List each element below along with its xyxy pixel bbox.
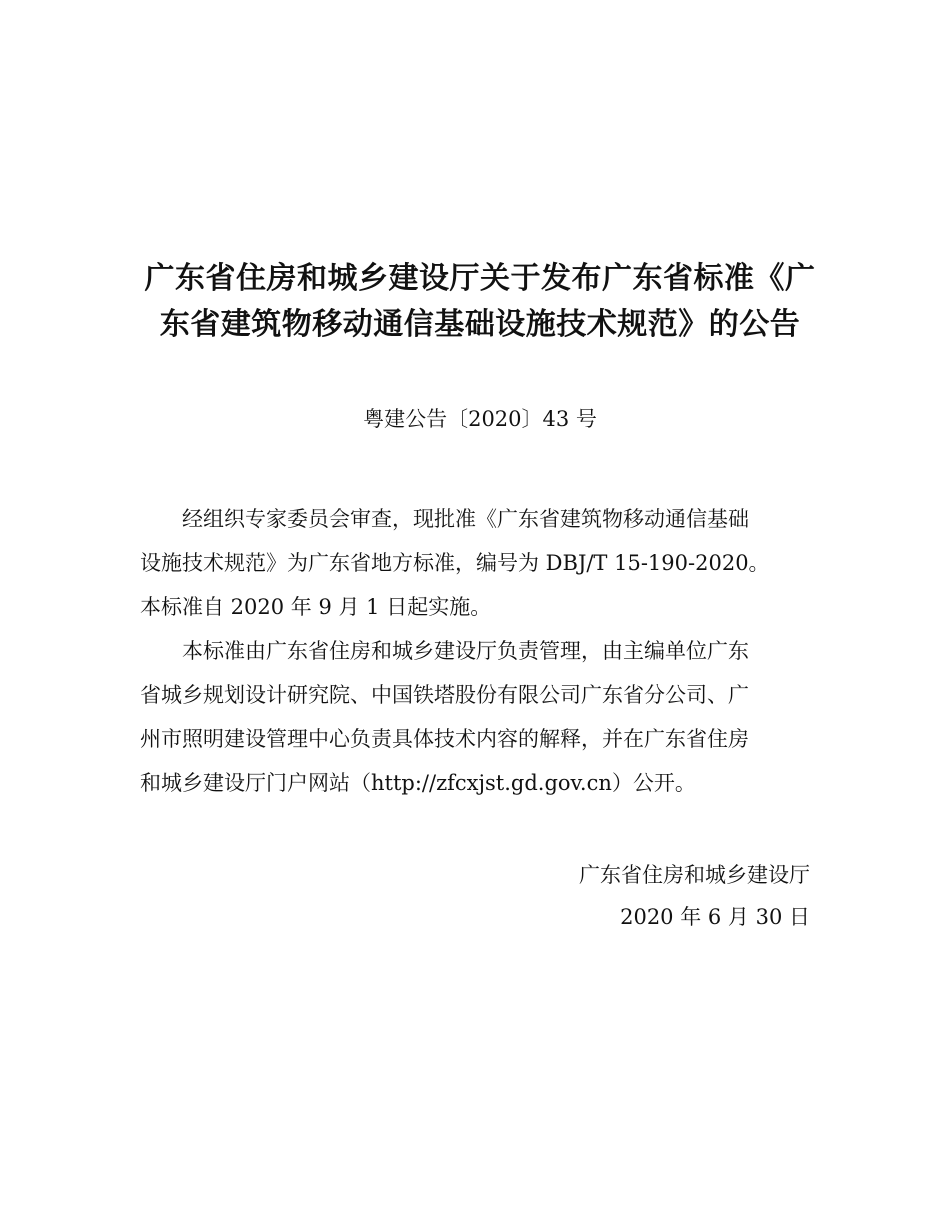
document-title: [140, 256, 820, 348]
title-line: 东省建筑物移动通信基础设施技术规范》的公告: [159, 307, 801, 342]
paragraph-line: 本标准自 2020 年 9 月 1 日起实施。: [140, 595, 492, 619]
document-body: [140, 497, 812, 805]
document-number: 粤建公告〔2020〕43 号: [363, 407, 597, 431]
issue-date: 2020 年 6 月 30 日: [620, 905, 810, 929]
issuer-name: 广东省住房和城乡建设厅: [579, 863, 810, 887]
paragraph-line: 省城乡规划设计研究院、中国铁塔股份有限公司广东省分公司、广: [140, 683, 749, 707]
paragraph-line: 本标准由广东省住房和城乡建设厅负责管理，由主编单位广东: [182, 639, 749, 663]
body-paragraph-management: [140, 629, 812, 805]
body-paragraph-approval: [140, 497, 812, 629]
paragraph-line: 经组织专家委员会审查，现批准《广东省建筑物移动通信基础: [182, 507, 749, 531]
paragraph-line: 和城乡建设厅门户网站（http://zfcxjst.gd.gov.cn）公开。: [140, 771, 696, 795]
signature-block: [579, 854, 810, 938]
title-line: 广东省住房和城乡建设厅关于发布广东省标准《广: [144, 261, 816, 296]
paragraph-line: 州市照明建设管理中心负责具体技术内容的解释，并在广东省住房: [140, 727, 749, 751]
paragraph-line: 设施技术规范》为广东省地方标准，编号为 DBJ/T 15-190-2020。: [140, 551, 770, 575]
